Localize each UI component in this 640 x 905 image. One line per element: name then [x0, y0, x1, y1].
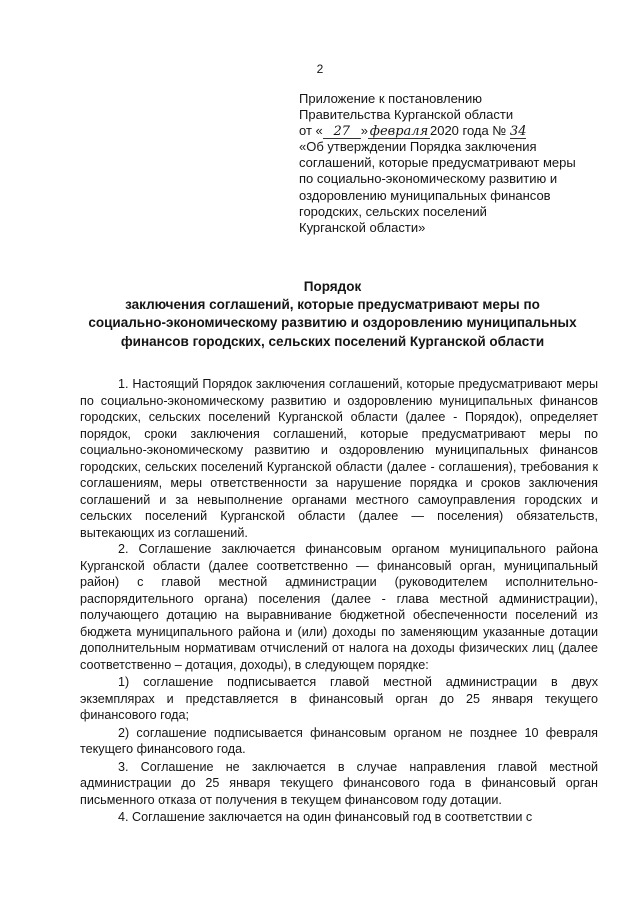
paragraph: 2. Соглашение заключается финансовым органом муниципального района Курганской области (далее соответственно — финансовый орган, муниципальный район) с главой местной администрации (руководителем исполнительно-распорядительного органа) поселения (далее - глава местной администрации), получающего дотацию на выравнивание бюджетной обеспеченности поселений из бюджета муниципального района и (или) доходы по заменяющим указанные дотации дополнительным нормативам отчислений от налога на доходы физических лиц (далее соответственно – дотация, доходы), в следующем порядке: [80, 542, 598, 672]
title-line: финансов городских, сельских поселений Курганской области [120, 333, 545, 349]
appendix-line: по социально-экономическому развитию и [299, 171, 558, 187]
handwritten-month: февраля [369, 124, 429, 140]
date-separator: » [360, 123, 368, 139]
appendix-line: Правительства Курганской области [299, 107, 514, 123]
appendix-header [299, 91, 619, 236]
appendix-line: оздоровлению муниципальных финансов [299, 187, 551, 203]
appendix-line: соглашений, которые предусматривают меры [299, 155, 576, 171]
appendix-line: «Об утверждении Порядка заключения [299, 139, 537, 155]
paragraph: 1) соглашение подписывается главой местной администрации в двух экземплярах и представляется в финансовый орган до 25 января текущего финансового года; [80, 675, 598, 722]
paragraph: 4. Соглашение заключается на один финансовый год в соответствии с [118, 810, 533, 824]
title-line: Порядок [303, 279, 362, 294]
paragraph: 3. Соглашение не заключается в случае направления главой местной администрации до 25 января текущего финансового года в финансовый орган письменного отказа от получения в текущем финансовом году дотации. [80, 759, 598, 807]
appendix-line: городских, сельских поселений [299, 203, 487, 219]
handwritten-day: 27 [323, 125, 361, 139]
date-prefix: от « [299, 123, 323, 139]
paragraph: 1. Настоящий Порядок заключения соглашений, которые предусматривают меры по социально-экономическому развитию и оздоровлению муниципальных финансов городских, сельских поселений Курганской области (далее - Порядок), определяет порядок, сроки заключения соглашений, которые предусматривают меры по социально-экономическому развитию и оздоровлению муниципальных финансов городских, сельских поселений Курганской области (далее - соглашения), требования к соглашениям, меры ответственности за нарушение порядка и сроков заключения соглашений и за невыполнение органами местного самоуправления городских и сельских поселений Курганской области (далее — поселения) обязательств, вытекающих из соглашений. [80, 377, 598, 540]
title-line: заключения соглашений, которые предусматривают меры по [125, 297, 540, 313]
title-line: социально-экономическому развитию и оздоровлению муниципальных [88, 315, 577, 331]
appendix-line: Курганской области» [299, 219, 426, 235]
date-year: 2020 года № [429, 123, 507, 139]
handwritten-number: 34 [509, 124, 527, 140]
paragraph: 2) соглашение подписывается финансовым органом не позднее 10 февраля текущего финансового года. [80, 725, 598, 756]
document-body [80, 376, 598, 826]
page-number: 2 [316, 62, 324, 76]
appendix-line: Приложение к постановлению [299, 91, 482, 106]
document-title [60, 278, 605, 351]
appendix-date-line [299, 123, 619, 139]
